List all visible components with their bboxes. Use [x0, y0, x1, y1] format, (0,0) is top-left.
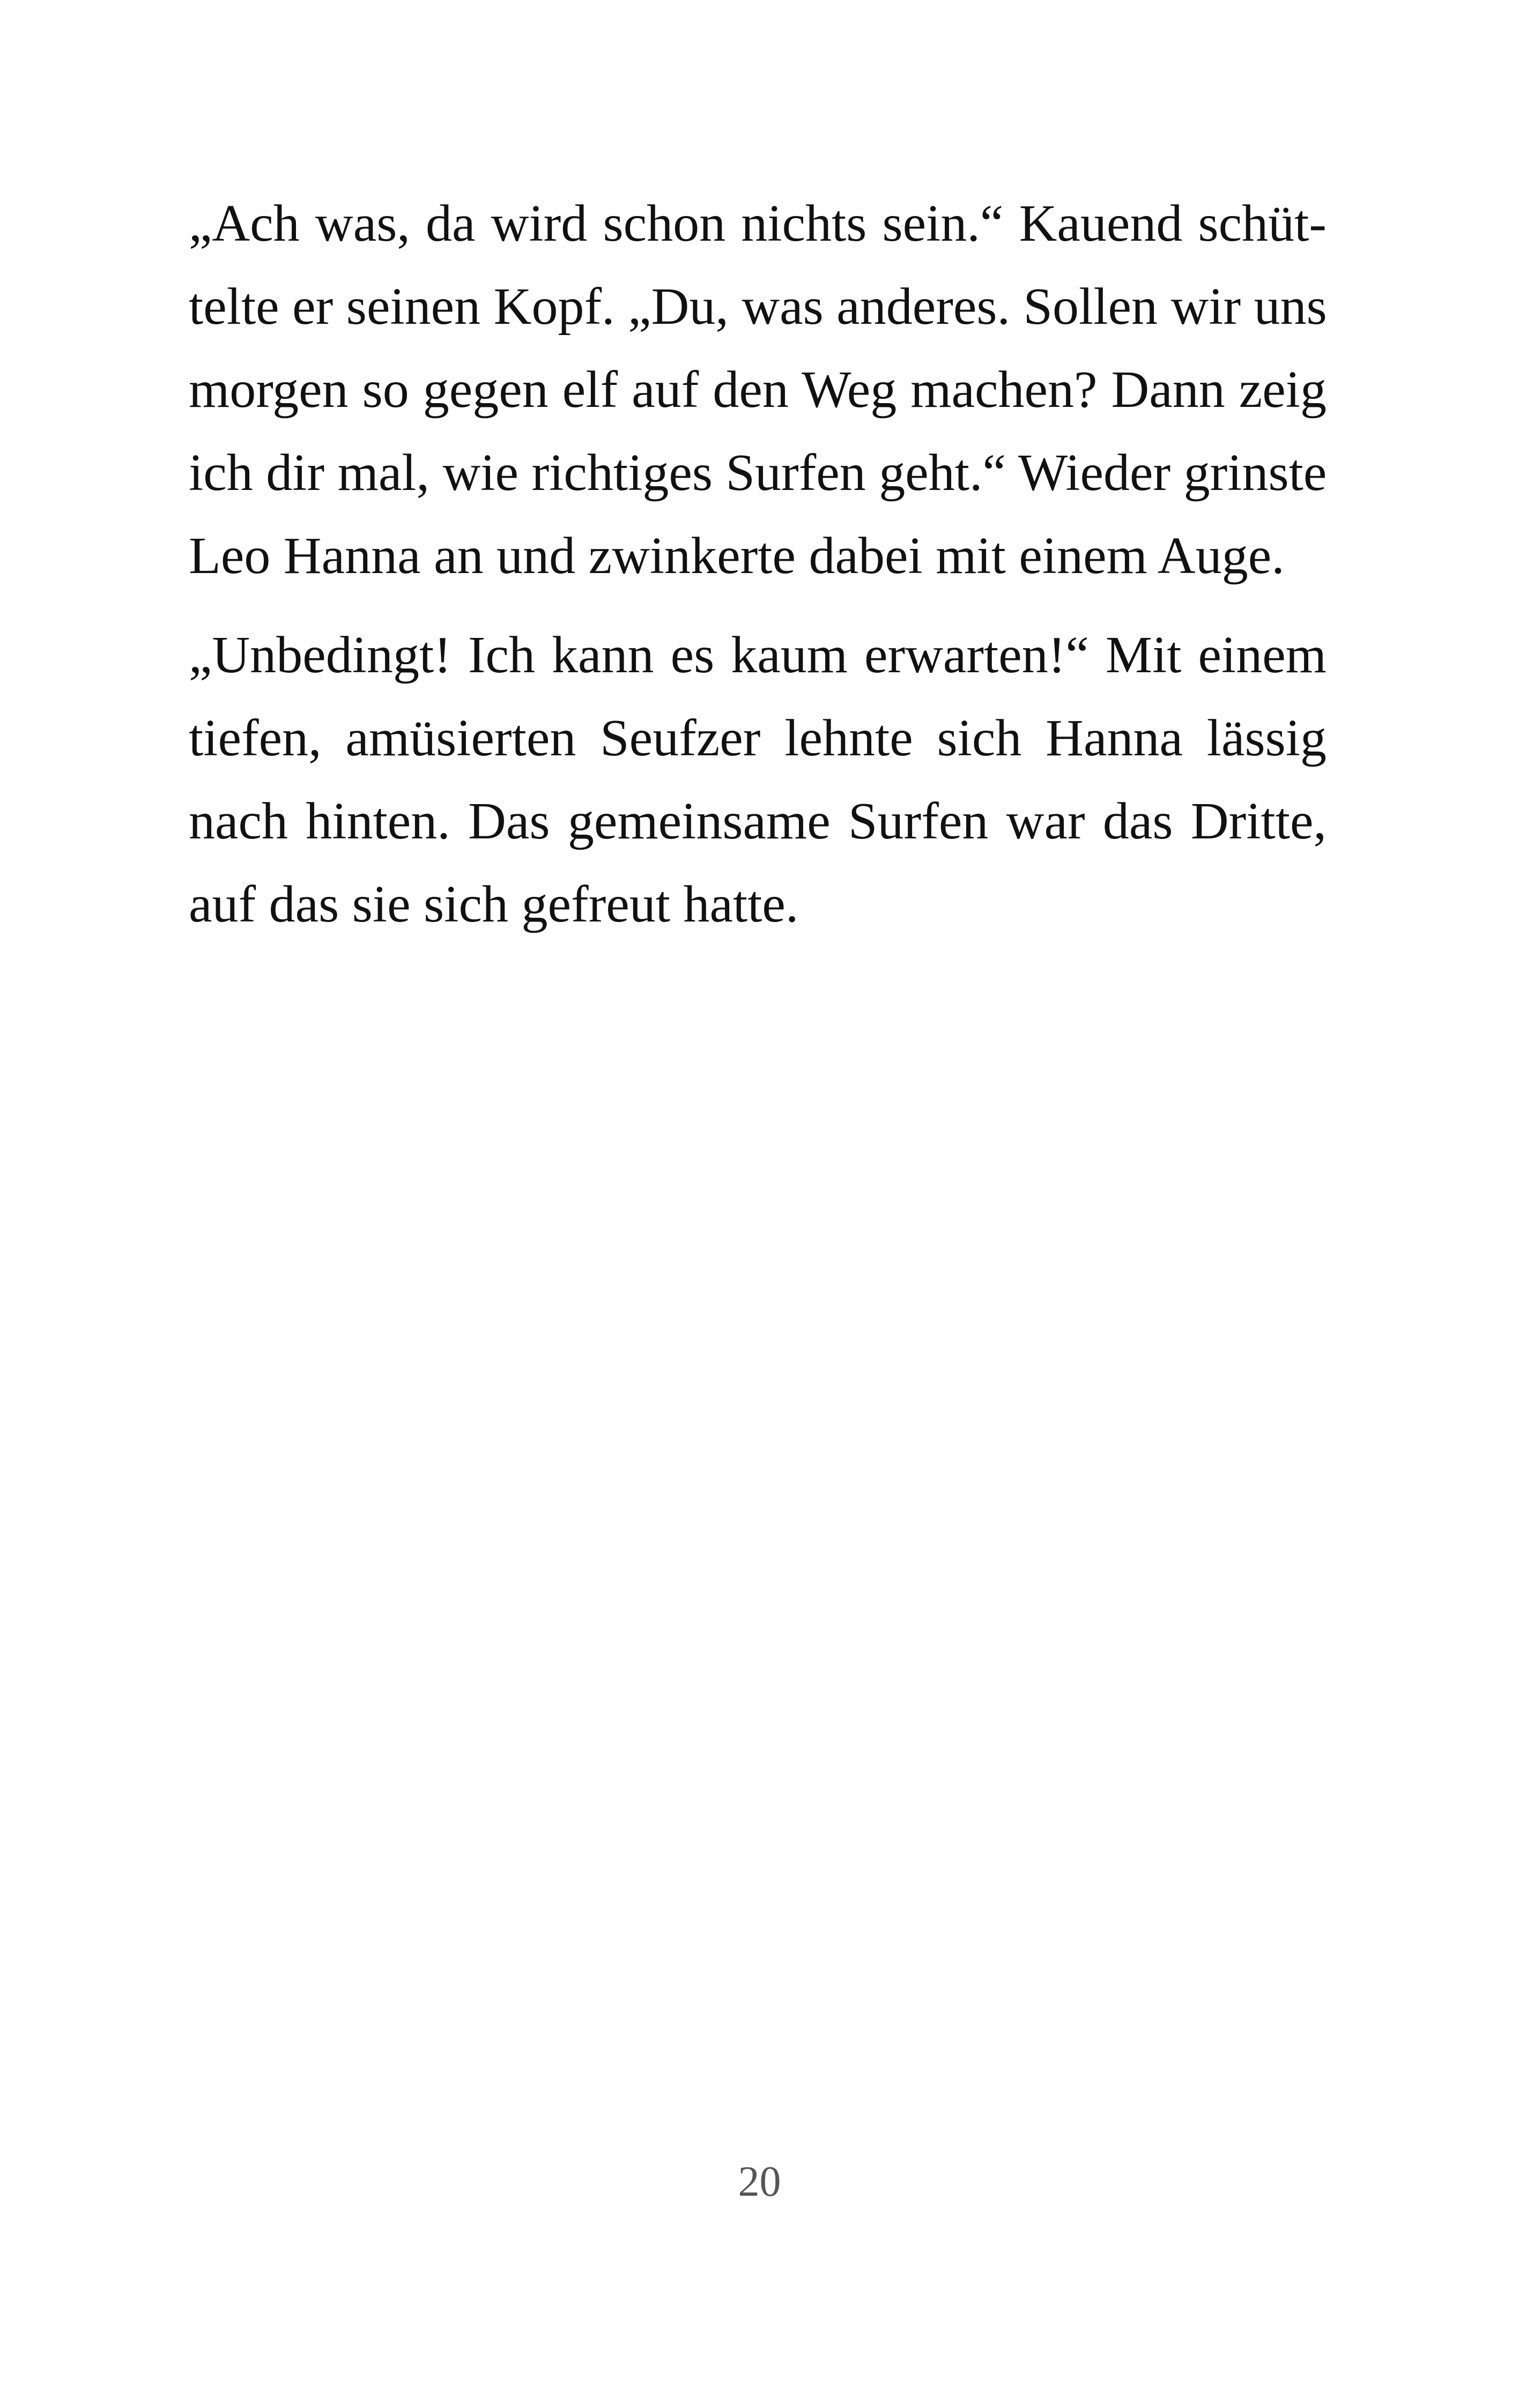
text-line: tiefen, amüsierten Seufzer lehnte sich Hanna lässig: [189, 709, 1327, 767]
text-line: Leo Hanna an und zwinkerte dabei mit einem Auge.: [189, 527, 1285, 585]
body-text: [189, 182, 1327, 946]
text-line: „Ach was, da wird schon nichts sein.“ Kauend schüt-: [189, 195, 1327, 252]
text-line: auf das sie sich gefreut hatte.: [189, 875, 799, 933]
text-line: telte er seinen Kopf. „Du, was anderes. Sollen wir uns: [189, 278, 1327, 336]
paragraph-1: [189, 182, 1327, 598]
text-line: „Unbedingt! Ich kann es kaum erwarten!“ Mit einem: [189, 626, 1327, 684]
text-line: morgen so gegen elf auf den Weg machen? Dann zeig: [189, 361, 1327, 419]
text-line: ich dir mal, wie richtiges Surfen geht.“ Wieder grinste: [189, 444, 1327, 502]
text-line: nach hinten. Das gemeinsame Surfen war das Dritte,: [189, 792, 1327, 850]
page-number: 20: [738, 2158, 781, 2205]
paragraph-2: [189, 614, 1327, 946]
